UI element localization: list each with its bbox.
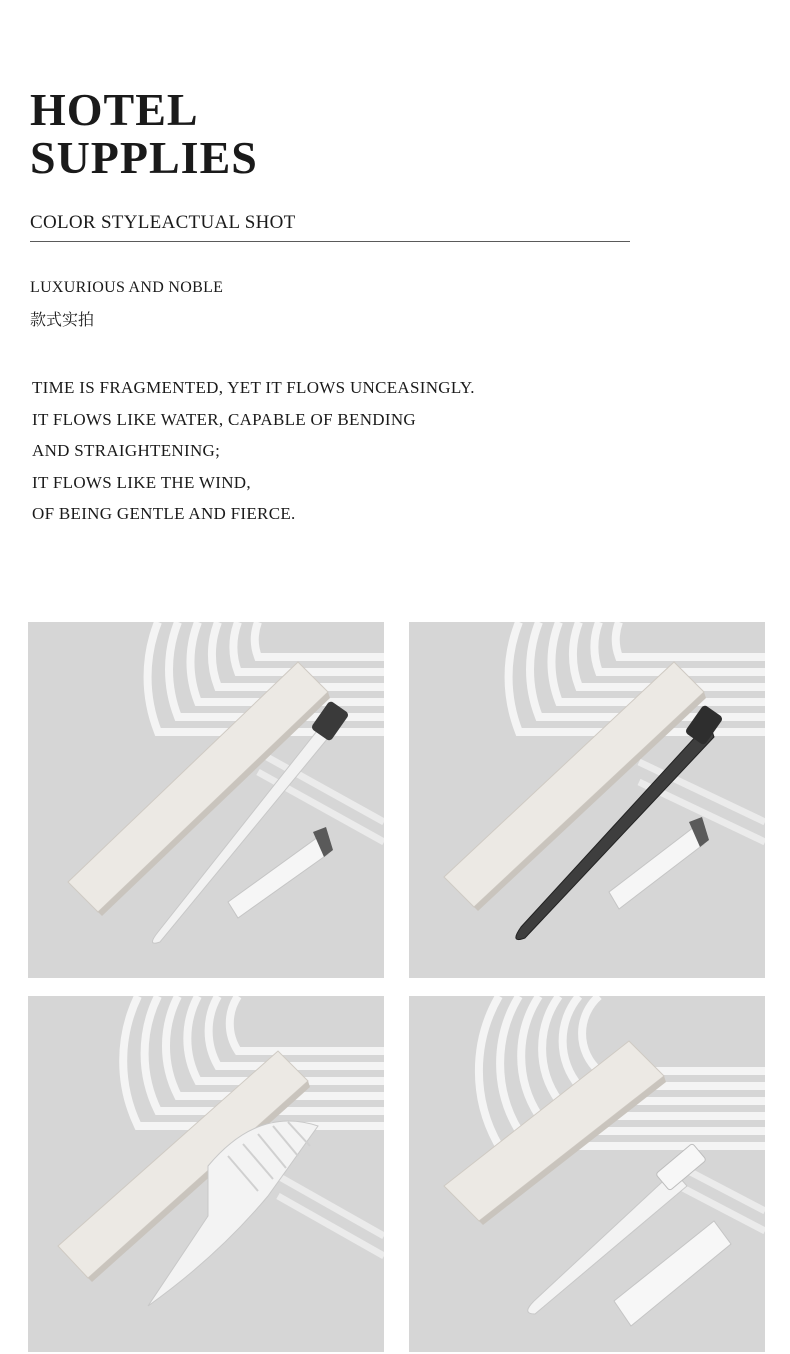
toothbrush-kit-illustration [409,622,765,978]
title-line-1: HOTEL [30,84,199,135]
comb-kit-illustration [28,996,384,1352]
poem-line: AND STRAIGHTENING; [32,441,221,460]
poem-line: IT FLOWS LIKE WATER, CAPABLE OF BENDING [32,409,416,429]
tagline-en: LUXURIOUS AND NOBLE [30,279,224,296]
poem-line: IT FLOWS LIKE THE WIND, [32,472,251,492]
photo-white-toothbrush-kit [28,622,384,978]
section-subtitle: COLOR STYLEACTUAL SHOT [30,212,296,233]
page-title [30,86,258,182]
poem-text [32,372,475,530]
divider-rule [30,241,630,242]
photo-comb-kit [28,996,384,1352]
title-line-2: SUPPLIES [30,132,258,183]
toothbrush-kit-illustration [28,622,384,978]
photo-razor-kit [409,996,765,1352]
poem-line: OF BEING GENTLE AND FIERCE. [32,504,296,523]
razor-kit-illustration [409,996,765,1352]
photo-black-toothbrush-kit [409,622,765,978]
tagline-cn: 款式实拍 [30,310,95,329]
poem-line: TIME IS FRAGMENTED, YET IT FLOWS UNCEASINGLY. [32,378,475,397]
